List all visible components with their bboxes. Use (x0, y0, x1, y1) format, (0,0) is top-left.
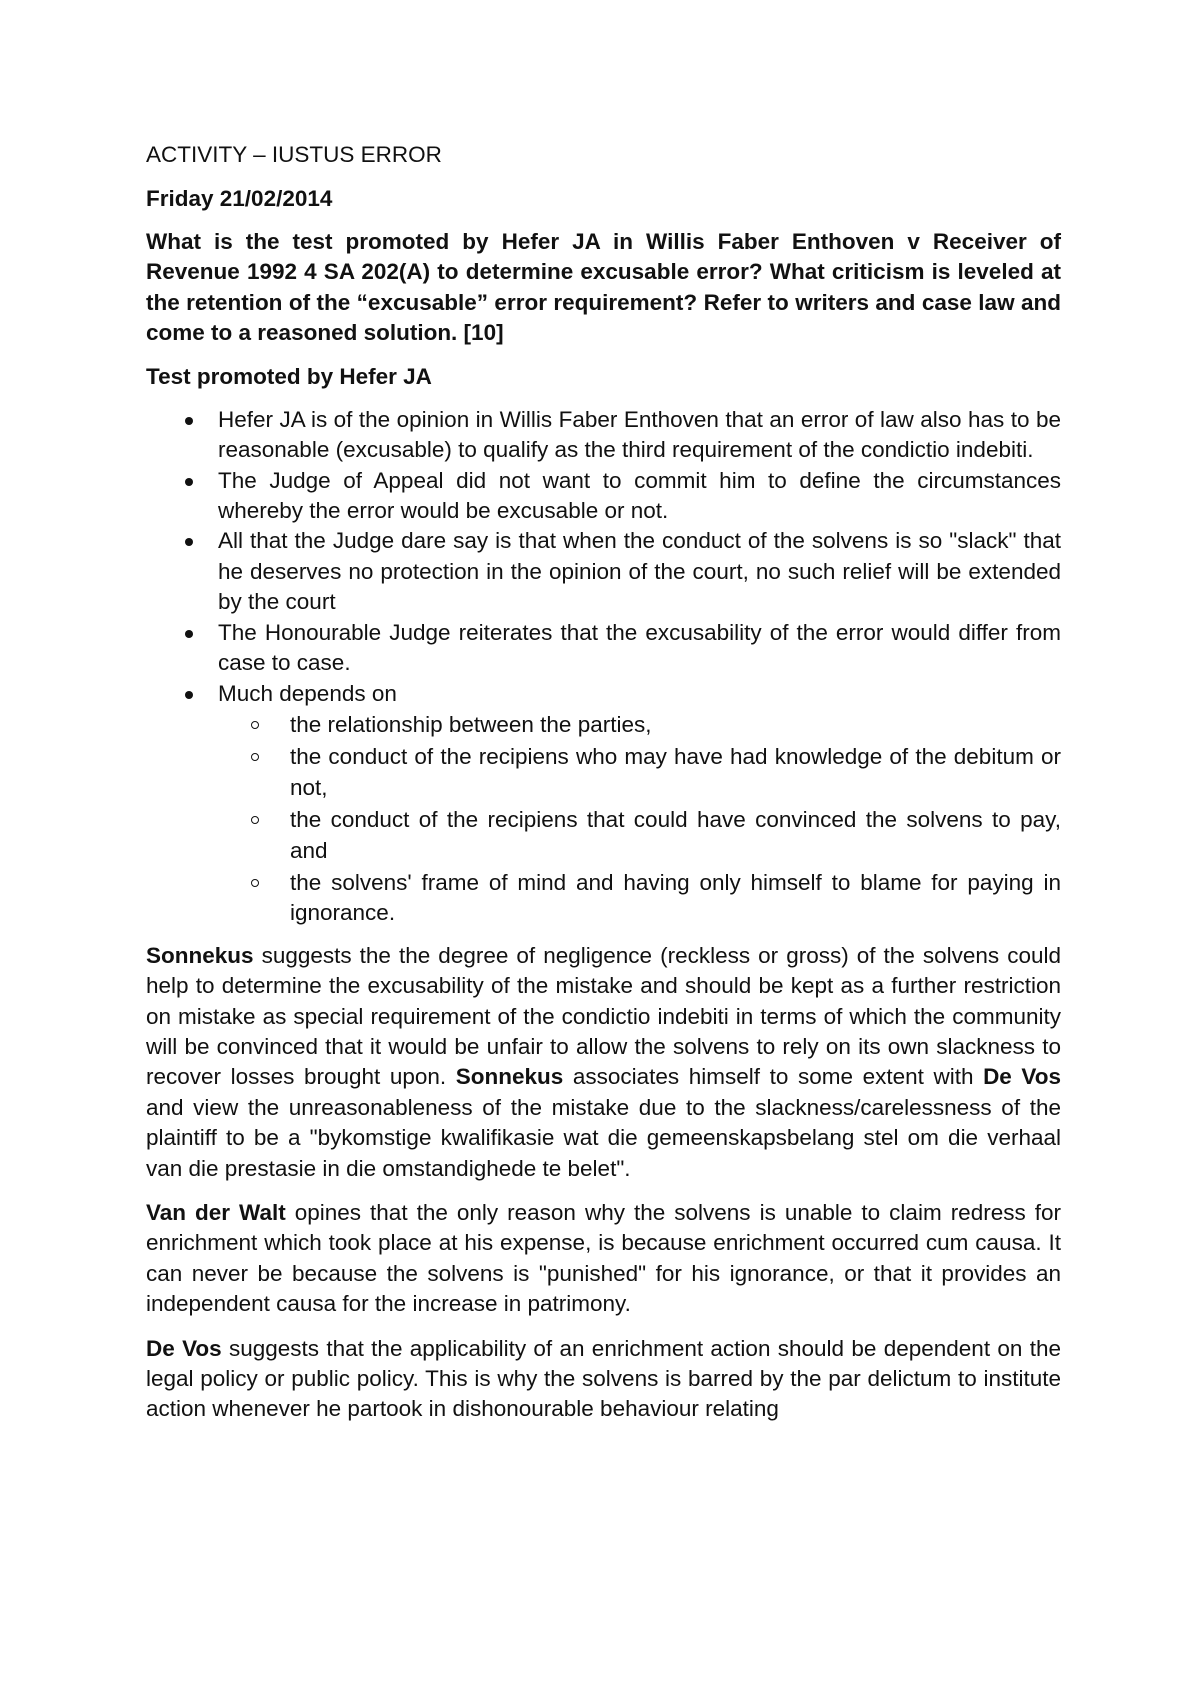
assignment-question: What is the test promoted by Hefer JA in Willis Faber Enthoven v Receiver of Revenue 1992 4 SA 202(A) to determine excusable error? What criticism is leveled at the retention of the “excusable” error requirement? Refer to writers and case law and come to a reasoned solution. [10] (146, 228, 1061, 346)
list-item (146, 679, 1061, 929)
hollow-circle-bullet-icon (251, 816, 259, 824)
list-item-text: The Honourable Judge reiterates that the excusability of the error would differ from case to case. (218, 619, 1061, 676)
sub-list-item (218, 710, 1061, 740)
sub-list-item (218, 805, 1061, 866)
author-name: Sonnekus (146, 942, 254, 968)
paragraph-text: associates himself to some extent with (563, 1064, 984, 1090)
paragraph-text: suggests the the degree of negligence (reckless or gross) of the solvens could help to determine the excusability of the mistake and should be kept as a further restriction on mistake as special requirement of the condictio indebiti in terms of which the community will be convinced that it would be unfair to allow the solvens to rely on its own slackness to recover losses brought upon. (146, 942, 1061, 1090)
sub-list-item-text: the relationship between the parties, (290, 711, 652, 737)
list-item-text: All that the Judge dare say is that when the conduct of the solvens is so "slack" that he deserves no protection in the opinion of the court, no such relief will be extended by the court (218, 528, 1061, 615)
author-name: De Vos (146, 1335, 222, 1361)
list-item (146, 405, 1061, 466)
list-item (146, 618, 1061, 679)
bullet-list (146, 405, 1061, 929)
paragraph-text: suggests that the applicability of an enrichment action should be dependent on the legal policy or public policy. This is why the solvens is barred by the par delictum to institute action whenever he partook in dishonourable behaviour relating (146, 1335, 1061, 1422)
paragraph-van-der-walt (146, 1198, 1061, 1320)
list-item-text: Hefer JA is of the opinion in Willis Faber Enthoven that an error of law also has to be reasonable (excusable) to qualify as the third requirement of the condictio indebiti. (218, 406, 1061, 463)
document-date: Friday 21/02/2014 (146, 186, 333, 212)
list-item-text: Much depends on (218, 680, 397, 706)
sub-list-item-text: the conduct of the recipiens who may have had knowledge of the debitum or not, (290, 744, 1061, 800)
bullet-dot-icon (185, 478, 193, 486)
sub-bullet-list (218, 710, 1061, 929)
hollow-circle-bullet-icon (251, 721, 259, 729)
author-name: De Vos (983, 1064, 1062, 1090)
document-page (146, 140, 1061, 1425)
sub-list-item-text: the solvens' frame of mind and having only himself to blame for paying in ignorance. (290, 869, 1061, 926)
hollow-circle-bullet-icon (251, 753, 259, 761)
paragraph-sonnekus (146, 941, 1061, 1184)
sub-list-item (218, 742, 1061, 803)
list-item (146, 466, 1061, 527)
bullet-dot-icon (185, 538, 193, 546)
list-item-text: The Judge of Appeal did not want to commit him to define the circumstances whereby the error would be excusable or not. (218, 467, 1061, 524)
document-title: ACTIVITY – IUSTUS ERROR (146, 142, 442, 167)
author-name: Van der Walt (146, 1200, 286, 1225)
hollow-circle-bullet-icon (251, 879, 259, 887)
section-heading: Test promoted by Hefer JA (146, 364, 432, 390)
bullet-dot-icon (185, 691, 193, 699)
sub-list-item (218, 868, 1061, 929)
author-name: Sonnekus (455, 1064, 564, 1090)
list-item (146, 526, 1061, 617)
paragraph-de-vos (146, 1334, 1061, 1425)
paragraph-text: and view the unreasonableness of the mistake due to the slackness/carelessness of the plaintiff to be a "bykomstige kwalifikasie wat die gemeenskapsbelang stel om die verhaal van die prestasie in die omstandighede te belet". (146, 1094, 1061, 1181)
paragraph-text: opines that the only reason why the solvens is unable to claim redress for enrichment which took place at his expense, is because enrichment occurred cum causa. It can never be because the solvens is "punished" for his ignorance, or that it provides an independent causa for the increase in patrimony. (146, 1200, 1061, 1317)
sub-list-item-text: the conduct of the recipiens that could have convinced the solvens to pay, and (290, 807, 1061, 863)
bullet-dot-icon (185, 417, 193, 425)
bullet-dot-icon (185, 630, 193, 638)
